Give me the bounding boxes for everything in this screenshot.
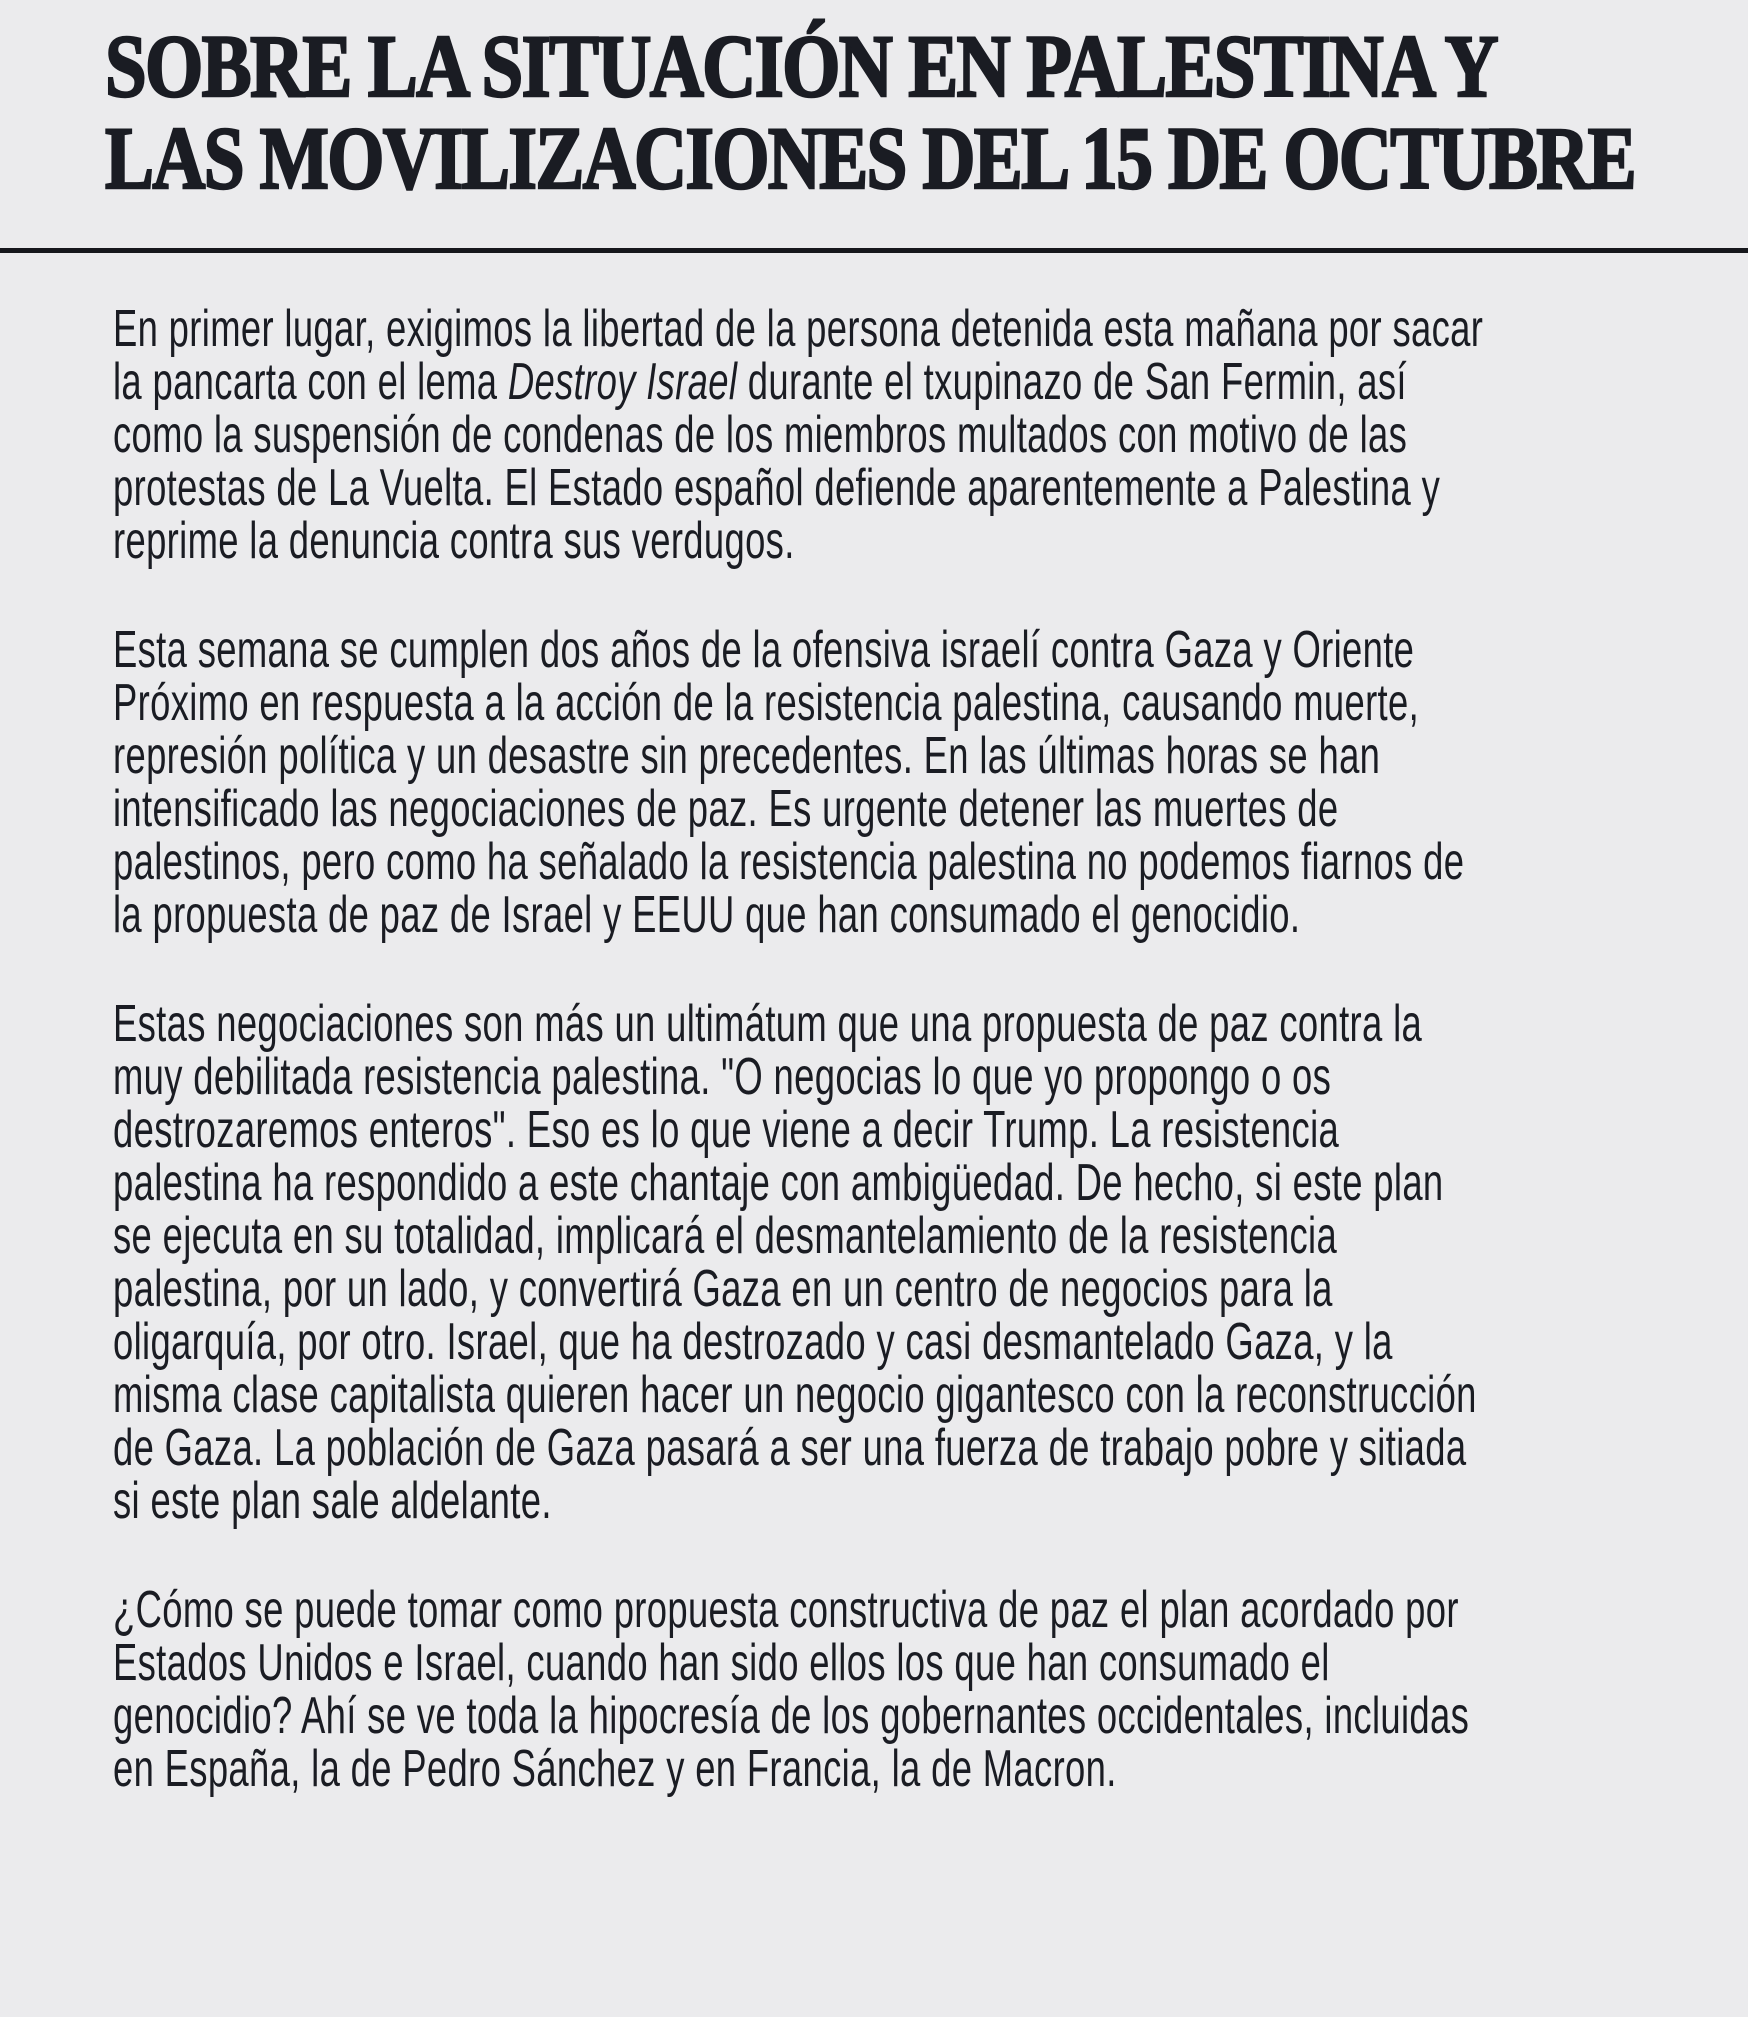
paragraph-4: ¿Cómo se puede tomar como propuesta constructiva de paz el plan acordado por Estados Unidos e Israel, cuando han sido ellos los que han consumado el genocidio? Ahí se ve toda la hipocresía de los gobernantes occidentales, incluidas en España, la de Pedro Sánchez y en Francia, la de Macron. [113,1581,1470,1798]
page-title-line-2: LAS MOVILIZACIONES DEL 15 DE OCTUBRE [105,110,1635,208]
paragraph-1 [113,300,1488,570]
statement-body [113,300,1488,1798]
divider-rule [0,248,1748,253]
paragraph-2: Esta semana se cumplen dos años de la ofensiva israelí contra Gaza y Oriente Próximo en respuesta a la acción de la resistencia palestina, causando muerte, represión política y un desastre sin precedentes. En las últimas horas se han intensificado las negociaciones de paz. Es urgente detener las muertes de palestinos, pero como ha señalado la resistencia palestina no podemos fiarnos de la propuesta de paz de Israel y EEUU que han consumado el genocidio. [113,621,1465,944]
paragraph-1-text-before: En primer lugar, exigimos la libertad de la persona detenida esta mañana por sacar la pancarta con el lema [113,300,1484,411]
italic-phrase: Destroy Israel [507,353,738,411]
page-title [105,18,1748,208]
page-title-line-1: SOBRE LA SITUACIÓN EN PALESTINA Y [105,18,1497,116]
paragraph-3: Estas negociaciones son más un ultimátum que una propuesta de paz contra la muy debilitada resistencia palestina. "O negocias lo que yo propongo o os destrozaremos enteros". Eso es lo que viene a decir Trump. La resistencia palestina ha respondido a este chantaje con ambigüedad. De hecho, si este plan se ejecuta en su totalidad, implicará el desmantelamiento de la resistencia palestina, por un lado, y convertirá Gaza en un centro de negocios para la oligarquía, por otro. Israel, que ha destrozado y casi desmantelado Gaza, y la misma clase capitalista quieren hacer un negocio gigantesco con la reconstrucción de Gaza. La población de Gaza pasará a ser una fuerza de trabajo pobre y sitiada si este plan sale aldelante. [113,995,1477,1530]
paragraph-1-text-after: durante el txupinazo de San Fermin, así como la suspensión de condenas de los miembros multados con motivo de las protestas de La Vuelta. El Estado español defiende aparentemente a Palestina y reprime la denuncia contra sus verdugos. [113,353,1441,570]
